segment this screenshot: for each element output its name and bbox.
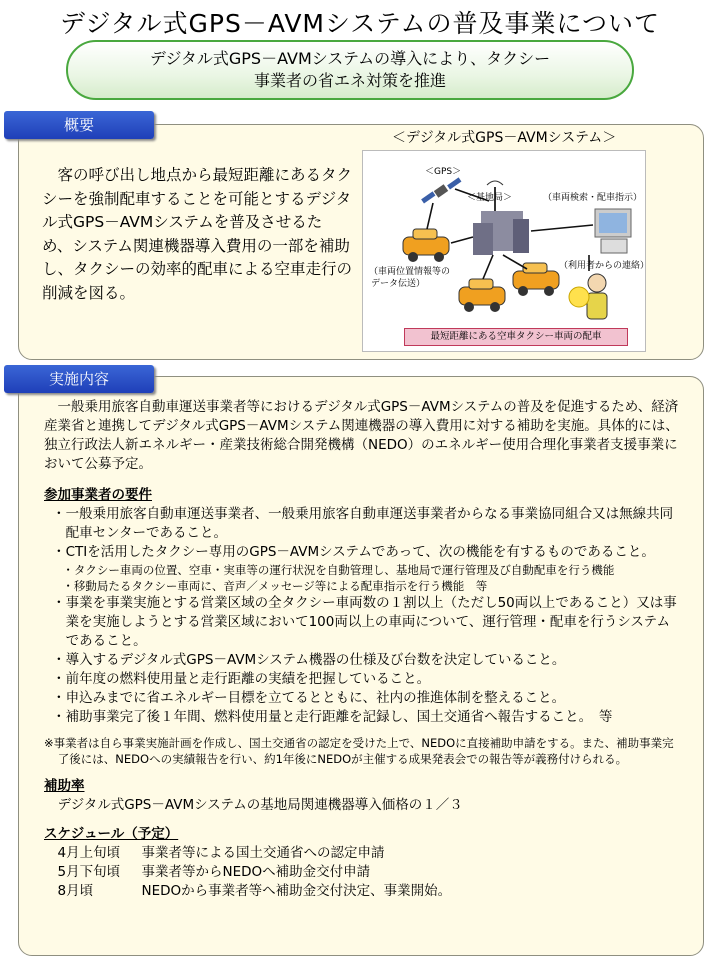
schedule-what: NEDOから事業者等へ補助金交付決定、事業開始。: [141, 883, 452, 899]
overview-text: 客の呼び出し地点から最短距離にあるタクシーを強制配車することを可能とするデジタル式GPS－AVMシステムを普及させるため、システム関連機器導入費用の一部を補助し、タクシーの効率的配車による空車走行の削減を図る。: [42, 166, 353, 302]
page-title: デジタル式GPS－AVMシステムの普及事業について: [60, 9, 660, 38]
implementation-intro: 一般乗用旅客自動車運送事業者等におけるデジタル式GPS－AVMシステムの普及を促進するため、経済産業省と連携してデジタル式GPS－AVMシステム関連機器の導入費用に対する補助を実施。具体的には、独立行政法人新エネルギー・産業技術総合開発機構（NEDO）のエネルギー使用合理化事業者支援事業において公募予定。: [44, 399, 679, 472]
search-label: （車両検索・配車指示）: [543, 193, 643, 203]
schedule-when: 8月頃: [57, 883, 94, 899]
requirement-item: ・前年度の燃料使用量と走行距離の実績を把握していること。: [52, 671, 431, 687]
requirement-item: ・事業を事業実施とする営業区域の全タクシー車両数の１割以上（ただし50両以上であること）又は事業を実施しようとする営業区域において100両以上の車両について、運行管理・配車を行うシステムであること。: [52, 595, 677, 649]
gps-label: ＜GPS＞: [425, 167, 462, 177]
schedule-row: [44, 844, 680, 863]
requirement-item: ・CTIを活用したタクシー専用のGPS－AVMシステムであって、次の機能を有するものであること。: [52, 544, 655, 560]
satellite-icon: [421, 177, 461, 203]
transmit-label-1: （車両位置情報等の: [369, 267, 451, 277]
schedule-when: 4月上旬頃: [57, 845, 121, 861]
rate-text: デジタル式GPS－AVMシステムの基地局関連機器導入価格の１／３: [57, 797, 463, 813]
taxi-icon-1: [403, 229, 449, 262]
banner-line-2: 事業者の省エネ対策を推進: [253, 71, 446, 90]
schedule-when: 5月下旬頃: [57, 864, 121, 880]
banner-line-1: デジタル式GPS－AVMシステムの導入により、タクシー: [149, 49, 551, 68]
implementation-tab: 実施内容: [4, 365, 154, 393]
computer-icon: [595, 209, 631, 253]
system-diagram: [362, 150, 650, 352]
base-station-label: ＜基地局＞: [467, 193, 513, 203]
contact-label: （利用者からの連絡）: [559, 261, 650, 271]
schedule-row: [44, 863, 680, 882]
taxi-icon-3: [459, 279, 505, 312]
rate-heading: 補助率: [44, 778, 85, 794]
requirements-heading: 参加事業者の要件: [44, 487, 152, 503]
summary-banner: [66, 40, 634, 100]
requirement-item: ・導入するデジタル式GPS－AVMシステム機器の仕様及び台数を決定していること。: [52, 652, 566, 668]
customer-icon: [569, 274, 607, 319]
requirement-item: ・補助事業完了後１年間、燃料使用量と走行距離を記録し、国土交通省へ報告すること。 等: [52, 709, 613, 725]
transmit-label-2: データ伝送）: [371, 279, 426, 289]
schedule-what: 事業者等による国土交通省への認定申請: [141, 845, 385, 861]
system-title: ＜デジタル式GPS－AVMシステム＞: [392, 130, 617, 146]
requirements-section: [44, 486, 680, 901]
overview-tab: 概要: [4, 111, 154, 139]
requirement-item: ・一般乗用旅客自動車運送事業者、一般乗用旅客自動車運送事業者からなる事業協同組合又は無線共同配車センターであること。: [52, 506, 674, 541]
dispatch-caption: 最短距離にある空車タクシー車両の配車: [404, 328, 628, 346]
taxi-icon-2: [513, 263, 559, 296]
requirement-subitem: ・タクシー車両の位置、空車・実車等の運行状況を自動管理し、基地局で運行管理及び自動配車を行う機能: [62, 563, 615, 577]
requirement-item: ・申込みまでに省エネルギー目標を立てるとともに、社内の推進体制を整えること。: [52, 690, 566, 706]
requirement-subitem: ・移動局たるタクシー車両に、音声／メッセージ等による配車指示を行う機能 等: [62, 579, 488, 593]
schedule-row: [44, 882, 680, 901]
diagram-drawing: [363, 151, 650, 351]
note-text: ※事業者は自ら事業実施計画を作成し、国土交通省の認定を受けた上で、NEDOに直接補助申請をする。また、補助事業完了後には、NEDOへの実績報告を行い、約1年後にNEDOが主催する成果発表会での報告等が義務付けられる。: [44, 736, 674, 766]
schedule-heading: スケジュール（予定）: [44, 826, 179, 842]
schedule-what: 事業者等からNEDOへ補助金交付申請: [141, 864, 371, 880]
